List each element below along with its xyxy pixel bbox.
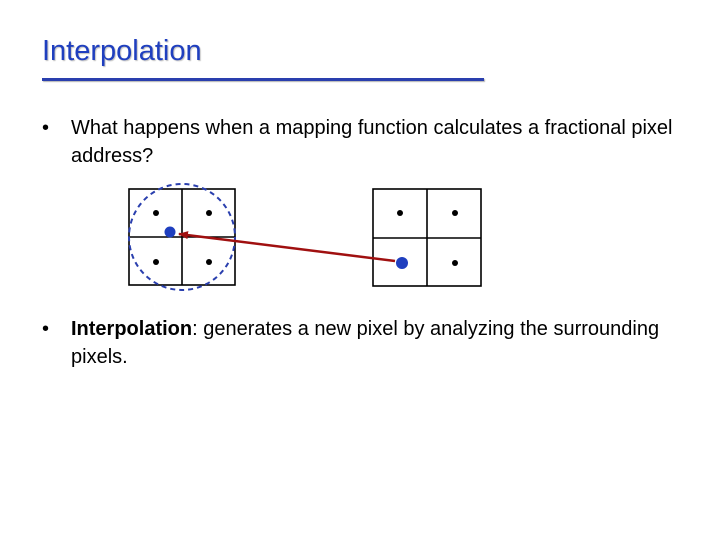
bullet-marker: • — [42, 117, 50, 139]
pixel-center-dot — [397, 210, 403, 216]
fractional-sample-point — [165, 227, 176, 238]
slide-title: Interpolation — [42, 35, 202, 67]
source-pixel-point — [396, 257, 408, 269]
pixel-center-dot — [206, 259, 212, 265]
bullet-text — [71, 315, 691, 371]
pixel-center-dot — [206, 210, 212, 216]
title-underline — [42, 78, 484, 81]
pixel-center-dot — [452, 210, 458, 216]
bullet-marker: • — [42, 318, 50, 340]
pixel-center-dot — [153, 210, 159, 216]
grid-border — [373, 189, 481, 286]
source-pixel-grid — [373, 189, 481, 286]
pixel-center-dot — [452, 260, 458, 266]
grid-border — [129, 189, 235, 285]
pixel-center-dot — [153, 259, 159, 265]
bullet-text: What happens when a mapping function calculates a fractional pixel address? — [71, 117, 673, 167]
definition-text: : generates a new pixel by analyzing the surrounding pixels. — [71, 318, 660, 368]
term-interpolation: Interpolation — [71, 318, 193, 340]
mapping-arrow — [179, 234, 395, 261]
neighborhood-dashed-circle — [129, 184, 235, 290]
destination-pixel-grid — [129, 184, 235, 290]
